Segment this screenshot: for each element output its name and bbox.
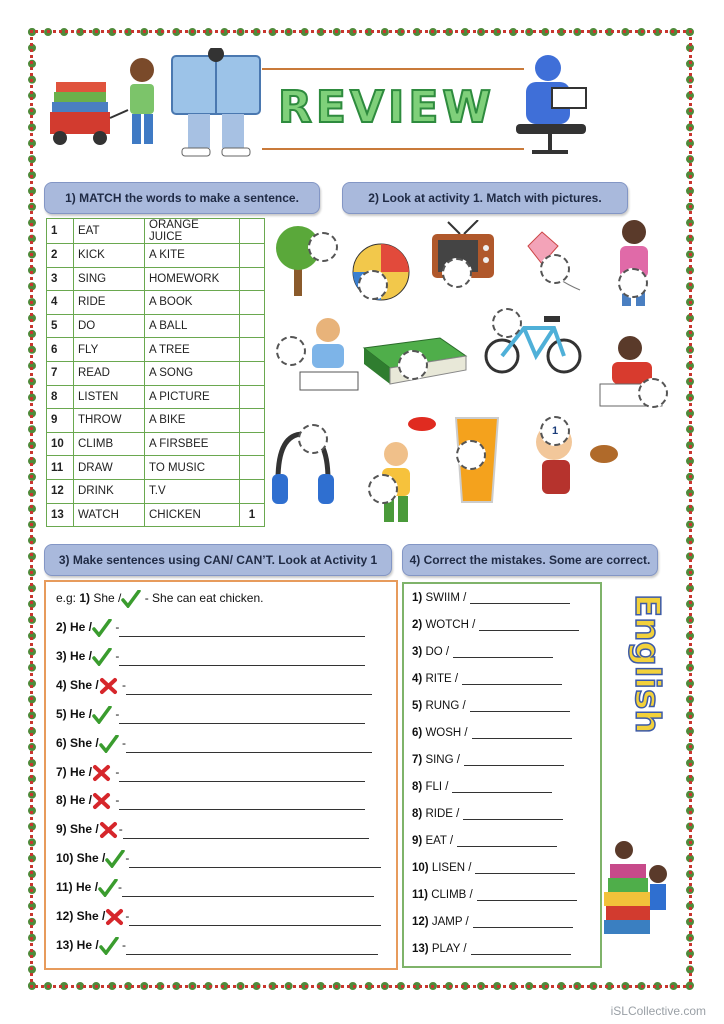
correction-item — [412, 619, 579, 631]
answer-line[interactable] — [452, 782, 552, 793]
sentence-label: 12) She / — [56, 909, 106, 924]
sentence-dash: - — [112, 620, 120, 635]
answer-bubble[interactable] — [442, 258, 472, 288]
answer-line[interactable] — [122, 886, 374, 897]
match-cell-ans[interactable] — [240, 479, 265, 503]
correction-item — [412, 889, 577, 901]
correction-number: 1) — [412, 592, 423, 604]
match-cell-ans[interactable] — [240, 361, 265, 385]
match-cell-n: 9 — [47, 409, 74, 433]
answer-bubble[interactable] — [618, 268, 648, 298]
cross-mark-icon — [92, 764, 112, 782]
answer-line[interactable] — [479, 620, 579, 631]
sentence-dash: - — [118, 822, 123, 837]
correction-word: WOTCH / — [425, 619, 476, 631]
answer-line[interactable] — [119, 799, 365, 810]
sentence-item — [56, 706, 365, 724]
sentence-item — [56, 879, 374, 897]
sentence-dash: - — [118, 677, 127, 692]
correction-word: JAMP / — [431, 916, 469, 928]
match-cell-verb: DRAW — [74, 456, 145, 480]
match-cell-verb: SING — [74, 267, 145, 291]
answer-line[interactable] — [472, 728, 572, 739]
correction-number: 8) — [412, 808, 423, 820]
correction-word: CLIMB / — [431, 889, 473, 901]
check-mark-icon — [98, 879, 118, 897]
correction-item — [412, 835, 557, 847]
sentence-dash: - — [112, 793, 120, 808]
table-row — [47, 267, 265, 291]
correction-number: 9) — [412, 835, 423, 847]
answer-line[interactable] — [473, 917, 573, 928]
match-cell-n: 2 — [47, 244, 74, 268]
correction-number: 6) — [412, 727, 423, 739]
person-reading-chair-icon — [512, 52, 608, 160]
answer-line[interactable] — [464, 755, 564, 766]
match-cell-obj: A BIKE — [145, 409, 240, 433]
sentence-label: 3) He / — [56, 649, 93, 664]
match-cell-n: 1 — [47, 219, 74, 244]
match-cell-verb: EAT — [74, 219, 145, 244]
match-cell-ans[interactable]: 1 — [240, 503, 265, 527]
sentence-item — [56, 850, 381, 868]
section-4-banner: 4) Correct the mistakes. Some are correct. — [402, 544, 658, 576]
match-cell-ans[interactable] — [240, 244, 265, 268]
table-row — [47, 409, 265, 433]
sentence-dash: - — [118, 938, 127, 953]
answer-bubble[interactable] — [368, 474, 398, 504]
correction-number: 3) — [412, 646, 423, 658]
table-row — [47, 385, 265, 409]
corrections-box — [402, 582, 602, 968]
sentence-item — [56, 908, 381, 926]
boy-drawing-icon — [594, 334, 670, 420]
correction-item — [412, 916, 573, 928]
sentence-label: 4) She / — [56, 677, 99, 692]
match-cell-obj: A FIRSBEE — [145, 432, 240, 456]
answer-line[interactable] — [462, 674, 562, 685]
answer-line[interactable] — [119, 655, 365, 666]
match-cell-verb: FLY — [74, 338, 145, 362]
header-line-bottom — [262, 148, 524, 150]
table-row — [47, 314, 265, 338]
section-1-banner: 1) MATCH the words to make a sentence. — [44, 182, 320, 214]
boy-with-wagon-icon — [46, 52, 166, 162]
answer-bubble[interactable] — [638, 378, 668, 408]
boy-frisbee-icon — [366, 416, 440, 526]
correction-number: 10) — [412, 862, 429, 874]
correction-item — [412, 592, 570, 604]
match-cell-obj: A BOOK — [145, 291, 240, 315]
answer-line[interactable] — [457, 836, 557, 847]
example-number: 1) — [79, 591, 91, 606]
match-cell-verb: WATCH — [74, 503, 145, 527]
correction-word: SING / — [425, 754, 460, 766]
sentence-label: 9) She / — [56, 822, 99, 837]
sentence-dash: - — [118, 735, 127, 750]
check-mark-icon — [99, 937, 119, 955]
match-cell-obj: T.V — [145, 479, 240, 503]
answer-line[interactable] — [129, 857, 381, 868]
table-row — [47, 291, 265, 315]
match-cell-verb: KICK — [74, 244, 145, 268]
answer-line[interactable] — [123, 828, 369, 839]
match-cell-n: 5 — [47, 314, 74, 338]
sentence-dash: - — [125, 851, 130, 866]
answer-line[interactable] — [119, 771, 365, 782]
sentence-label: 5) He / — [56, 706, 93, 721]
answer-line[interactable] — [453, 647, 553, 658]
correction-number: 4) — [412, 673, 423, 685]
kids-with-books-icon — [600, 834, 676, 944]
sentence-dash: - — [125, 909, 130, 924]
correction-item — [412, 673, 562, 685]
cross-mark-icon — [105, 908, 125, 926]
example-text: - She can eat chicken. — [141, 591, 264, 606]
match-cell-obj: A BALL — [145, 314, 240, 338]
answer-bubble-filled[interactable]: 1 — [540, 416, 570, 446]
table-row — [47, 338, 265, 362]
answer-bubble[interactable] — [298, 424, 328, 454]
answer-line[interactable] — [463, 809, 563, 820]
match-cell-verb: LISTEN — [74, 385, 145, 409]
correction-word: RIDE / — [425, 808, 460, 820]
page-title: REVIEW — [278, 82, 495, 133]
example-sentence — [56, 590, 263, 608]
check-mark-icon — [92, 648, 112, 666]
match-cell-n: 7 — [47, 361, 74, 385]
correction-item — [412, 700, 570, 712]
match-cell-ans[interactable] — [240, 219, 265, 244]
correction-word: WOSH / — [425, 727, 468, 739]
answer-line[interactable] — [475, 863, 575, 874]
table-row — [47, 244, 265, 268]
match-cell-n: 6 — [47, 338, 74, 362]
correction-item — [412, 646, 553, 658]
correction-number: 5) — [412, 700, 423, 712]
correction-item — [412, 781, 552, 793]
match-cell-ans[interactable] — [240, 385, 265, 409]
match-cell-obj: HOMEWORK — [145, 267, 240, 291]
sentence-label: 13) He / — [56, 938, 99, 953]
correction-item — [412, 727, 572, 739]
correction-item — [412, 862, 575, 874]
sentence-item — [56, 821, 369, 839]
sentence-label: 11) He / — [56, 880, 99, 895]
answer-line[interactable] — [471, 944, 571, 955]
match-cell-obj: A SONG — [145, 361, 240, 385]
answer-line[interactable] — [477, 890, 577, 901]
match-cell-n: 8 — [47, 385, 74, 409]
check-mark-icon — [92, 619, 112, 637]
answer-bubble[interactable] — [540, 254, 570, 284]
footer-watermark: iSLCollective.com — [610, 1004, 706, 1018]
correction-word: DO / — [425, 646, 450, 658]
table-row — [47, 456, 265, 480]
correction-word: SWIIM / — [425, 592, 467, 604]
match-cell-verb: CLIMB — [74, 432, 145, 456]
sentence-label: 7) He / — [56, 764, 93, 779]
answer-line[interactable] — [119, 626, 365, 637]
sentence-dash: - — [112, 706, 120, 721]
table-row — [47, 432, 265, 456]
answer-bubble[interactable] — [358, 270, 388, 300]
correction-word: RUNG / — [425, 700, 466, 712]
sentence-item — [56, 619, 365, 637]
table-row — [47, 479, 265, 503]
correction-number: 12) — [412, 916, 429, 928]
correction-word: EAT / — [425, 835, 454, 847]
table-row — [47, 361, 265, 385]
girl-reading-icon — [168, 48, 264, 158]
example-subject: She / — [90, 591, 122, 606]
answer-line[interactable] — [126, 742, 372, 753]
answer-bubble[interactable] — [398, 350, 428, 380]
sentence-item — [56, 677, 372, 695]
correction-number: 13) — [412, 943, 429, 955]
match-cell-ans[interactable] — [240, 314, 265, 338]
cross-mark-icon — [99, 821, 119, 839]
match-cell-verb: DO — [74, 314, 145, 338]
match-cell-obj: ORANGE JUICE — [145, 219, 240, 244]
correction-number: 11) — [412, 889, 428, 901]
match-cell-ans[interactable] — [240, 267, 265, 291]
match-cell-n: 13 — [47, 503, 74, 527]
match-cell-obj: A TREE — [145, 338, 240, 362]
answer-line[interactable] — [119, 713, 365, 724]
match-cell-n: 3 — [47, 267, 74, 291]
match-cell-ans[interactable] — [240, 338, 265, 362]
correction-number: 7) — [412, 754, 423, 766]
match-cell-ans[interactable] — [240, 456, 265, 480]
match-cell-verb: RIDE — [74, 291, 145, 315]
answer-line[interactable] — [129, 915, 381, 926]
match-cell-obj: A KITE — [145, 244, 240, 268]
sentence-dash: - — [112, 764, 120, 779]
answer-bubble[interactable] — [456, 440, 486, 470]
sentence-label: 10) She / — [56, 851, 106, 866]
answer-bubble[interactable] — [276, 336, 306, 366]
match-table — [46, 218, 265, 527]
match-cell-n: 4 — [47, 291, 74, 315]
check-mark-icon — [99, 735, 119, 753]
header-line-top — [262, 68, 524, 70]
sentence-item — [56, 792, 365, 810]
match-cell-verb: DRINK — [74, 479, 145, 503]
correction-item — [412, 808, 563, 820]
match-cell-obj: A PICTURE — [145, 385, 240, 409]
sentence-dash: - — [118, 880, 123, 895]
answer-line[interactable] — [126, 944, 378, 955]
example-prefix: e.g: — [56, 591, 80, 606]
answer-line[interactable] — [470, 701, 570, 712]
check-mark-icon — [92, 706, 112, 724]
correction-number: 2) — [412, 619, 423, 631]
cross-mark-icon — [92, 792, 112, 810]
cross-mark-icon — [99, 677, 119, 695]
table-row — [47, 503, 265, 527]
english-word-art — [610, 590, 670, 770]
correction-word: PLAY / — [431, 943, 467, 955]
match-cell-verb: THROW — [74, 409, 145, 433]
section-2-banner: 2) Look at activity 1. Match with pictures. — [342, 182, 628, 214]
match-cell-ans[interactable] — [240, 409, 265, 433]
match-cell-n: 12 — [47, 479, 74, 503]
answer-bubble[interactable] — [308, 232, 338, 262]
match-cell-n: 11 — [47, 456, 74, 480]
match-cell-ans[interactable] — [240, 291, 265, 315]
match-cell-ans[interactable] — [240, 432, 265, 456]
sentence-item — [56, 764, 365, 782]
sentence-label: 8) He / — [56, 793, 93, 808]
sentence-item — [56, 937, 378, 955]
correction-item — [412, 754, 564, 766]
sentence-label: 6) She / — [56, 735, 99, 750]
correction-word: LISEN / — [431, 862, 472, 874]
correction-number: 8) — [412, 781, 423, 793]
sentence-label: 2) He / — [56, 620, 93, 635]
answer-line[interactable] — [126, 684, 372, 695]
correction-item — [412, 943, 571, 955]
section-3-banner: 3) Make sentences using CAN/ CAN’T. Look at Activity 1 — [44, 544, 392, 576]
correction-word: RITE / — [425, 673, 459, 685]
answer-bubble[interactable] — [492, 308, 522, 338]
svg-text:English: English — [627, 594, 667, 734]
match-cell-obj: TO MUSIC — [145, 456, 240, 480]
answer-line[interactable] — [470, 593, 570, 604]
check-mark-icon — [105, 850, 125, 868]
match-cell-n: 10 — [47, 432, 74, 456]
table-row — [47, 219, 265, 244]
sentence-item — [56, 648, 365, 666]
sentence-item — [56, 735, 372, 753]
match-cell-obj: CHICKEN — [145, 503, 240, 527]
correction-word: FLI / — [425, 781, 449, 793]
check-mark-icon — [121, 590, 141, 608]
match-cell-verb: READ — [74, 361, 145, 385]
sentence-dash: - — [112, 649, 120, 664]
